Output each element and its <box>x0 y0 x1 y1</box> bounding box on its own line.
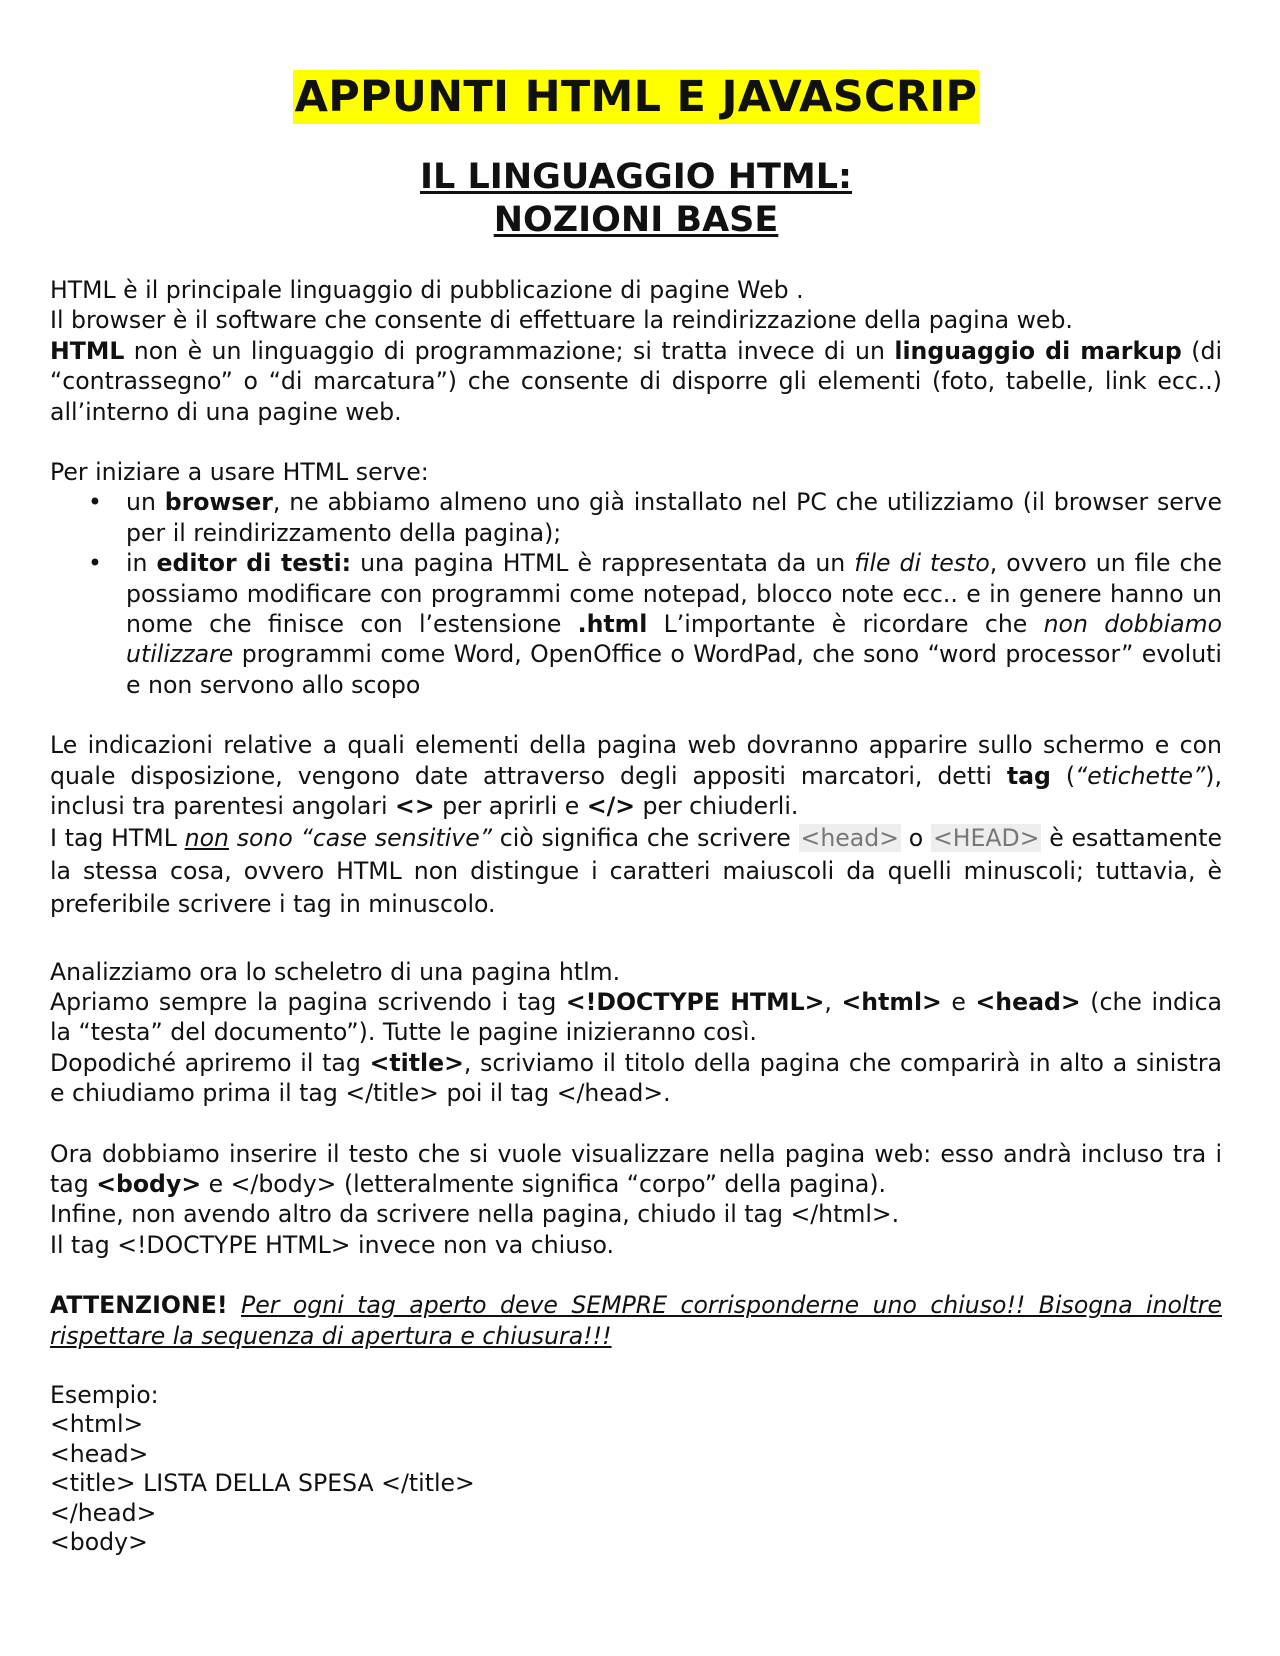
skeleton-bold: <html> <box>841 987 942 1016</box>
skeleton-text: Apriamo sempre la pagina scrivendo i tag <box>50 987 566 1016</box>
case-sensitive-paragraph <box>50 822 1222 921</box>
list-item <box>126 548 1222 700</box>
attention-section <box>50 1290 1222 1351</box>
skeleton-paragraph-2 <box>50 987 1222 1048</box>
list-text: in <box>126 549 157 578</box>
skeleton-bold: <head> <box>975 987 1081 1016</box>
example-line: <head> <box>50 1439 149 1468</box>
body-line-2: Infine, non avendo altro da scrivere nella pagina, chiudo il tag </html>. <box>50 1200 900 1229</box>
skeleton-text: (che indica la “testa” del documento”). Tutte le pagine inizieranno così. <box>50 987 1222 1047</box>
attention-note: Per ogni tag aperto deve SEMPRE corrisponderne uno chiuso!! Bisogna inoltre rispettare la sequenza di apertura e chiusura!!! <box>50 1291 1223 1350</box>
example-line: <html> <box>50 1410 144 1439</box>
page-title: APPUNTI HTML E JAVASCRIP <box>294 72 978 122</box>
intro-paragraph <box>50 336 1222 427</box>
requirements-list <box>50 487 1222 700</box>
body-line-3: Il tag <!DOCTYPE HTML> invece non va chiuso. <box>50 1230 615 1259</box>
body-bold: <body> <box>96 1169 202 1198</box>
body-text: Ora dobbiamo inserire il testo che si vuole visualizzare nella pagina web: esso andrà incluso tra i tag <box>50 1139 1222 1198</box>
list-text: una pagina HTML è rappresentata da un <box>351 549 855 578</box>
example-label: Esempio: <box>50 1380 159 1409</box>
list-bold: browser <box>164 488 273 517</box>
tags-italic: “etichette” <box>1075 761 1206 790</box>
list-text: un <box>126 488 165 517</box>
intro-text-2: (di “contrassegno” o “di marcatura”) che consente di disporre gli elementi (foto, tabelle, link ecc..) all’interno di una pagine web. <box>50 336 1223 426</box>
example-section <box>50 1381 1222 1558</box>
tags-section <box>50 730 1222 920</box>
tags-text: ( <box>1050 761 1076 790</box>
section-heading <box>50 156 1222 242</box>
document-page <box>50 0 1222 1558</box>
case-text: I tag HTML <box>50 823 185 852</box>
title-block <box>50 70 1222 124</box>
tags-bold: tag <box>1006 761 1051 790</box>
code-head-upper: <HEAD> <box>932 823 1040 852</box>
case-italic: sono “case sensitive” <box>228 823 492 852</box>
intro-bold-html: HTML <box>50 336 125 365</box>
skeleton-text: e <box>941 987 976 1016</box>
list-item <box>126 487 1222 548</box>
body-section <box>50 1139 1222 1261</box>
tags-bold: <> <box>395 792 435 821</box>
skeleton-paragraph-3 <box>50 1048 1222 1109</box>
case-text: è esattamente la stessa cosa, ovvero HTML non distingue i caratteri maiuscoli da quelli minuscoli; tuttavia, è preferibile scrivere i tag in minuscolo. <box>50 823 1222 918</box>
case-non: non <box>184 823 229 852</box>
intro-line-2: Il browser è il software che consente di effettuare la reindirizzazione della pagina web. <box>50 306 1073 335</box>
skeleton-line-1: Analizziamo ora lo scheletro di una pagina htlm. <box>50 957 621 986</box>
example-line: <body> <box>50 1528 148 1557</box>
tags-paragraph <box>50 730 1222 821</box>
skeleton-text: , scriviamo il titolo della pagina che comparirà in alto a sinistra e chiudiamo prima il tag </title> poi il tag </head>. <box>50 1048 1223 1108</box>
list-bold: editor di testi: <box>156 549 352 578</box>
attention-label: ATTENZIONE! <box>50 1291 228 1320</box>
body-paragraph-1 <box>50 1139 1222 1200</box>
tags-text: Le indicazioni relative a quali elementi della pagina web dovranno apparire sullo schermo e con quale disposizione, vengono date attraverso degli appositi marcatori, detti <box>50 731 1222 790</box>
tags-text: per chiuderli. <box>634 792 799 821</box>
subtitle-line-1: IL LINGUAGGIO HTML: <box>420 157 852 197</box>
intro-text-1: non è un linguaggio di programmazione; si tratta invece di un <box>124 336 895 365</box>
list-text: programmi come Word, OpenOffice o WordPad, che sono “word processor” evoluti e non servono allo scopo <box>126 640 1222 699</box>
skeleton-text: , <box>824 987 842 1016</box>
case-text: ciò significa che scrivere <box>491 823 799 852</box>
requirements-section <box>50 457 1222 700</box>
body-text: e </body> (letteralmente significa “corpo” della pagina). <box>201 1169 887 1198</box>
list-bold: .html <box>577 610 648 639</box>
skeleton-bold: <!DOCTYPE HTML> <box>565 987 825 1016</box>
list-italic: non dobbiamo utilizzare <box>126 610 1223 669</box>
tags-text: ), inclusi tra parentesi angolari <box>50 761 1222 821</box>
tags-bold: </> <box>586 792 635 821</box>
intro-line-1: HTML è il principale linguaggio di pubblicazione di pagine Web . <box>50 276 804 304</box>
attention-paragraph <box>50 1290 1222 1351</box>
code-head-lower: <head> <box>800 823 899 852</box>
case-text: o <box>901 823 931 852</box>
list-text: L’importante è ricordare che <box>647 610 1044 639</box>
skeleton-text: Dopodiché apriremo il tag <box>50 1048 370 1077</box>
tags-text: per aprirli e <box>434 792 587 821</box>
skeleton-bold: <title> <box>369 1048 464 1077</box>
intro-section <box>50 275 1222 427</box>
skeleton-section <box>50 957 1222 1109</box>
list-text: , ne abbiamo almeno uno già installato nel PC che utilizziamo (il browser serve per il reindirizzamento della pagina); <box>126 488 1222 547</box>
list-italic: file di testo <box>854 549 990 578</box>
intro-bold-markup: linguaggio di markup <box>894 336 1182 365</box>
subtitle-line-2: NOZIONI BASE <box>493 200 779 240</box>
example-line: </head> <box>50 1498 157 1527</box>
example-line: <title> LISTA DELLA SPESA </title> <box>50 1469 475 1498</box>
list-text: , ovvero un file che possiamo modificare con programmi come notepad, blocco note ecc.. e in genere hanno un nome che finisce con l’estensione <box>126 549 1222 639</box>
requirements-lead: Per iniziare a usare HTML serve: <box>50 458 429 487</box>
